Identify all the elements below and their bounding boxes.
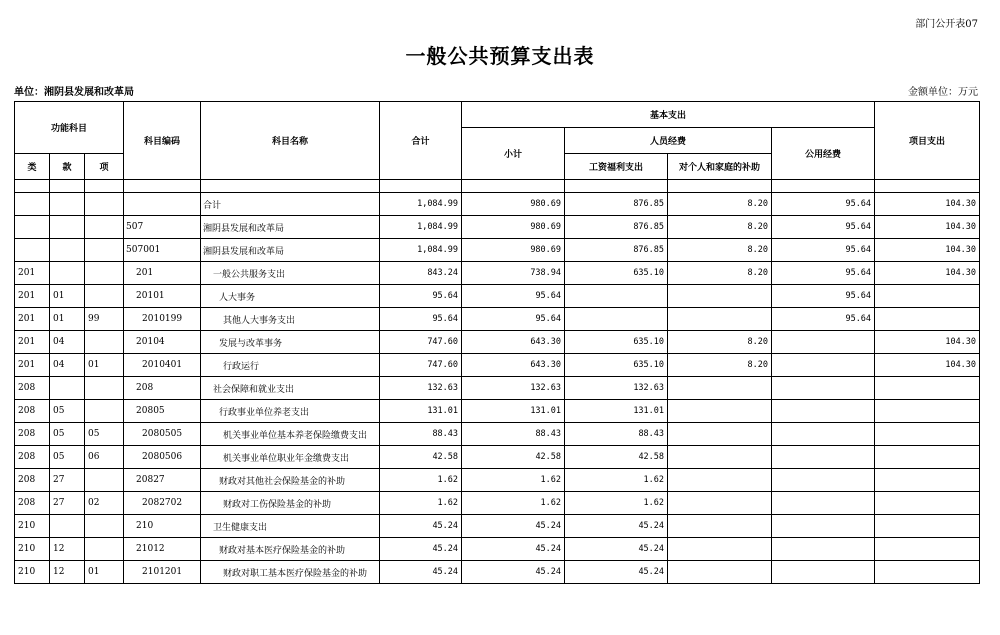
cell-project: 104.30 bbox=[875, 216, 980, 239]
page-number: 部门公开表07 bbox=[915, 19, 978, 30]
cell-total: 45.24 bbox=[380, 515, 462, 538]
cell-name: 合计 bbox=[201, 193, 380, 216]
cell-name: 湘阴县发展和改革局 bbox=[201, 216, 380, 239]
cell-name: 财政对职工基本医疗保险基金的补助 bbox=[201, 561, 380, 584]
cell-subtotal: 643.30 bbox=[462, 354, 565, 377]
cell-kuan: 05 bbox=[50, 423, 85, 446]
cell-project bbox=[875, 308, 980, 331]
cell-code: 2080505 bbox=[124, 423, 201, 446]
cell-lei: 208 bbox=[15, 377, 50, 400]
cell-public: 95.64 bbox=[772, 193, 875, 216]
cell-public: 95.64 bbox=[772, 239, 875, 262]
spacer-row bbox=[15, 180, 980, 193]
cell-project: 104.30 bbox=[875, 331, 980, 354]
cell-subsidy bbox=[668, 469, 772, 492]
cell-project bbox=[875, 423, 980, 446]
cell-total: 747.60 bbox=[380, 331, 462, 354]
cell-public bbox=[772, 400, 875, 423]
cell-project: 104.30 bbox=[875, 354, 980, 377]
table-row bbox=[15, 538, 980, 561]
cell-kuan bbox=[50, 216, 85, 239]
cell-subtotal: 980.69 bbox=[462, 216, 565, 239]
cell-project bbox=[875, 285, 980, 308]
table-row bbox=[15, 285, 980, 308]
table-row bbox=[15, 331, 980, 354]
cell-lei: 210 bbox=[15, 561, 50, 584]
cell-project bbox=[875, 446, 980, 469]
amount-unit-label: 金额单位：万元 bbox=[908, 87, 978, 98]
cell-public bbox=[772, 515, 875, 538]
cell-project: 104.30 bbox=[875, 193, 980, 216]
cell-subsidy: 8.20 bbox=[668, 262, 772, 285]
cell-code: 208 bbox=[124, 377, 201, 400]
header-kuan: 款 bbox=[50, 154, 85, 180]
cell-subsidy bbox=[668, 446, 772, 469]
cell-code: 201 bbox=[124, 262, 201, 285]
cell-subtotal: 132.63 bbox=[462, 377, 565, 400]
cell-lei: 201 bbox=[15, 262, 50, 285]
cell-subtotal: 980.69 bbox=[462, 193, 565, 216]
header-name: 科目名称 bbox=[201, 102, 380, 180]
cell-name: 行政事业单位养老支出 bbox=[201, 400, 380, 423]
cell-subtotal: 1.62 bbox=[462, 492, 565, 515]
cell-xiang bbox=[85, 216, 124, 239]
cell-xiang: 99 bbox=[85, 308, 124, 331]
cell-lei: 208 bbox=[15, 400, 50, 423]
cell-code: 210 bbox=[124, 515, 201, 538]
cell-kuan: 04 bbox=[50, 354, 85, 377]
header-personnel: 人员经费 bbox=[565, 128, 772, 154]
cell-subsidy: 8.20 bbox=[668, 193, 772, 216]
table-row bbox=[15, 492, 980, 515]
cell-salary: 131.01 bbox=[565, 400, 668, 423]
table-row bbox=[15, 193, 980, 216]
cell-code: 21012 bbox=[124, 538, 201, 561]
cell-salary: 1.62 bbox=[565, 469, 668, 492]
cell-project bbox=[875, 515, 980, 538]
cell-subsidy bbox=[668, 515, 772, 538]
cell-name: 财政对基本医疗保险基金的补助 bbox=[201, 538, 380, 561]
cell-xiang: 01 bbox=[85, 561, 124, 584]
cell-salary: 42.58 bbox=[565, 446, 668, 469]
table-row bbox=[15, 423, 980, 446]
cell-total: 88.43 bbox=[380, 423, 462, 446]
cell-subtotal: 95.64 bbox=[462, 308, 565, 331]
cell-kuan: 01 bbox=[50, 308, 85, 331]
cell-total: 132.63 bbox=[380, 377, 462, 400]
cell-kuan bbox=[50, 193, 85, 216]
cell-total: 95.64 bbox=[380, 285, 462, 308]
cell-lei bbox=[15, 216, 50, 239]
header-code: 科目编码 bbox=[124, 102, 201, 180]
cell-kuan: 01 bbox=[50, 285, 85, 308]
cell-subsidy bbox=[668, 400, 772, 423]
cell-project bbox=[875, 561, 980, 584]
cell-public bbox=[772, 492, 875, 515]
cell-total: 45.24 bbox=[380, 538, 462, 561]
cell-xiang bbox=[85, 469, 124, 492]
table-row bbox=[15, 400, 980, 423]
cell-lei: 201 bbox=[15, 285, 50, 308]
cell-salary bbox=[565, 285, 668, 308]
cell-code: 2010199 bbox=[124, 308, 201, 331]
cell-subsidy bbox=[668, 561, 772, 584]
cell-name: 机关事业单位职业年金缴费支出 bbox=[201, 446, 380, 469]
cell-subtotal: 45.24 bbox=[462, 515, 565, 538]
cell-public bbox=[772, 354, 875, 377]
cell-code: 2101201 bbox=[124, 561, 201, 584]
cell-salary: 635.10 bbox=[565, 331, 668, 354]
table-row bbox=[15, 239, 980, 262]
cell-code: 2080506 bbox=[124, 446, 201, 469]
cell-code: 20104 bbox=[124, 331, 201, 354]
cell-salary: 876.85 bbox=[565, 193, 668, 216]
cell-xiang: 02 bbox=[85, 492, 124, 515]
cell-code: 2010401 bbox=[124, 354, 201, 377]
cell-subtotal: 42.58 bbox=[462, 446, 565, 469]
cell-kuan bbox=[50, 377, 85, 400]
header-salary: 工资福利支出 bbox=[565, 154, 668, 180]
cell-total: 1,084.99 bbox=[380, 193, 462, 216]
header-total: 合计 bbox=[380, 102, 462, 180]
cell-project bbox=[875, 492, 980, 515]
cell-subtotal: 45.24 bbox=[462, 561, 565, 584]
cell-name: 财政对其他社会保险基金的补助 bbox=[201, 469, 380, 492]
table-body bbox=[15, 180, 980, 584]
cell-subsidy bbox=[668, 308, 772, 331]
cell-project: 104.30 bbox=[875, 239, 980, 262]
cell-subtotal: 95.64 bbox=[462, 285, 565, 308]
cell-project bbox=[875, 400, 980, 423]
cell-salary: 635.10 bbox=[565, 262, 668, 285]
cell-xiang bbox=[85, 262, 124, 285]
table-row bbox=[15, 354, 980, 377]
table-row bbox=[15, 262, 980, 285]
cell-subsidy bbox=[668, 377, 772, 400]
cell-subsidy bbox=[668, 538, 772, 561]
cell-public bbox=[772, 538, 875, 561]
cell-lei: 201 bbox=[15, 308, 50, 331]
table-row bbox=[15, 308, 980, 331]
table-row bbox=[15, 377, 980, 400]
cell-xiang bbox=[85, 239, 124, 262]
cell-subsidy: 8.20 bbox=[668, 239, 772, 262]
page-title: 一般公共预算支出表 bbox=[405, 44, 595, 68]
table-row bbox=[15, 515, 980, 538]
cell-total: 45.24 bbox=[380, 561, 462, 584]
budget-expenditure-table bbox=[14, 101, 980, 584]
cell-project: 104.30 bbox=[875, 262, 980, 285]
cell-name: 人大事务 bbox=[201, 285, 380, 308]
cell-salary: 132.63 bbox=[565, 377, 668, 400]
cell-subsidy: 8.20 bbox=[668, 354, 772, 377]
cell-salary: 876.85 bbox=[565, 239, 668, 262]
cell-salary: 876.85 bbox=[565, 216, 668, 239]
cell-kuan bbox=[50, 515, 85, 538]
cell-total: 95.64 bbox=[380, 308, 462, 331]
header-subtotal: 小计 bbox=[462, 128, 565, 180]
header-project: 项目支出 bbox=[875, 102, 980, 180]
cell-code bbox=[124, 193, 201, 216]
cell-public: 95.64 bbox=[772, 285, 875, 308]
cell-project bbox=[875, 538, 980, 561]
cell-name: 发展与改革事务 bbox=[201, 331, 380, 354]
cell-code: 20805 bbox=[124, 400, 201, 423]
cell-public: 95.64 bbox=[772, 262, 875, 285]
cell-salary: 88.43 bbox=[565, 423, 668, 446]
cell-salary: 45.24 bbox=[565, 515, 668, 538]
cell-kuan: 12 bbox=[50, 561, 85, 584]
cell-lei: 208 bbox=[15, 469, 50, 492]
cell-code: 507001 bbox=[124, 239, 201, 262]
cell-public bbox=[772, 377, 875, 400]
cell-code: 20101 bbox=[124, 285, 201, 308]
unit-label: 单位：湘阴县发展和改革局 bbox=[14, 87, 134, 98]
cell-kuan: 27 bbox=[50, 469, 85, 492]
cell-subtotal: 738.94 bbox=[462, 262, 565, 285]
cell-name: 行政运行 bbox=[201, 354, 380, 377]
cell-total: 843.24 bbox=[380, 262, 462, 285]
cell-salary bbox=[565, 308, 668, 331]
cell-project bbox=[875, 377, 980, 400]
cell-name: 一般公共服务支出 bbox=[201, 262, 380, 285]
cell-kuan: 12 bbox=[50, 538, 85, 561]
cell-xiang: 05 bbox=[85, 423, 124, 446]
cell-xiang: 01 bbox=[85, 354, 124, 377]
cell-kuan: 27 bbox=[50, 492, 85, 515]
cell-subsidy: 8.20 bbox=[668, 216, 772, 239]
cell-lei bbox=[15, 239, 50, 262]
cell-total: 1,084.99 bbox=[380, 216, 462, 239]
cell-subsidy bbox=[668, 492, 772, 515]
cell-xiang bbox=[85, 538, 124, 561]
cell-kuan bbox=[50, 262, 85, 285]
cell-lei: 201 bbox=[15, 354, 50, 377]
table-row bbox=[15, 216, 980, 239]
cell-code: 2082702 bbox=[124, 492, 201, 515]
cell-total: 131.01 bbox=[380, 400, 462, 423]
cell-kuan: 05 bbox=[50, 400, 85, 423]
cell-kuan bbox=[50, 239, 85, 262]
header-basic: 基本支出 bbox=[462, 102, 875, 128]
cell-subtotal: 643.30 bbox=[462, 331, 565, 354]
cell-code: 507 bbox=[124, 216, 201, 239]
cell-salary: 45.24 bbox=[565, 561, 668, 584]
cell-subtotal: 88.43 bbox=[462, 423, 565, 446]
cell-name: 卫生健康支出 bbox=[201, 515, 380, 538]
cell-total: 1.62 bbox=[380, 492, 462, 515]
header-public: 公用经费 bbox=[772, 128, 875, 180]
cell-salary: 45.24 bbox=[565, 538, 668, 561]
cell-name: 其他人大事务支出 bbox=[201, 308, 380, 331]
cell-lei: 201 bbox=[15, 331, 50, 354]
cell-name: 财政对工伤保险基金的补助 bbox=[201, 492, 380, 515]
cell-project bbox=[875, 469, 980, 492]
cell-kuan: 05 bbox=[50, 446, 85, 469]
cell-xiang bbox=[85, 331, 124, 354]
table-row bbox=[15, 469, 980, 492]
cell-xiang bbox=[85, 193, 124, 216]
cell-public bbox=[772, 423, 875, 446]
cell-public: 95.64 bbox=[772, 308, 875, 331]
cell-lei: 208 bbox=[15, 446, 50, 469]
cell-xiang bbox=[85, 377, 124, 400]
cell-subsidy bbox=[668, 423, 772, 446]
cell-total: 42.58 bbox=[380, 446, 462, 469]
header-xiang: 项 bbox=[85, 154, 124, 180]
cell-lei bbox=[15, 193, 50, 216]
cell-xiang: 06 bbox=[85, 446, 124, 469]
cell-salary: 1.62 bbox=[565, 492, 668, 515]
cell-subtotal: 1.62 bbox=[462, 469, 565, 492]
cell-public bbox=[772, 331, 875, 354]
cell-public bbox=[772, 446, 875, 469]
cell-subsidy: 8.20 bbox=[668, 331, 772, 354]
table-row bbox=[15, 561, 980, 584]
cell-public bbox=[772, 561, 875, 584]
header-func-subject: 功能科目 bbox=[15, 102, 124, 154]
header-subsidy: 对个人和家庭的补助 bbox=[668, 154, 772, 180]
cell-lei: 208 bbox=[15, 492, 50, 515]
cell-kuan: 04 bbox=[50, 331, 85, 354]
cell-xiang bbox=[85, 515, 124, 538]
cell-total: 1.62 bbox=[380, 469, 462, 492]
cell-subtotal: 131.01 bbox=[462, 400, 565, 423]
cell-code: 20827 bbox=[124, 469, 201, 492]
cell-total: 1,084.99 bbox=[380, 239, 462, 262]
cell-subsidy bbox=[668, 285, 772, 308]
cell-public bbox=[772, 469, 875, 492]
cell-lei: 210 bbox=[15, 538, 50, 561]
cell-subtotal: 980.69 bbox=[462, 239, 565, 262]
cell-name: 机关事业单位基本养老保险缴费支出 bbox=[201, 423, 380, 446]
cell-public: 95.64 bbox=[772, 216, 875, 239]
cell-lei: 208 bbox=[15, 423, 50, 446]
header-lei: 类 bbox=[15, 154, 50, 180]
cell-xiang bbox=[85, 400, 124, 423]
cell-salary: 635.10 bbox=[565, 354, 668, 377]
cell-xiang bbox=[85, 285, 124, 308]
cell-subtotal: 45.24 bbox=[462, 538, 565, 561]
cell-name: 湘阴县发展和改革局 bbox=[201, 239, 380, 262]
table-row bbox=[15, 446, 980, 469]
cell-name: 社会保障和就业支出 bbox=[201, 377, 380, 400]
cell-total: 747.60 bbox=[380, 354, 462, 377]
cell-lei: 210 bbox=[15, 515, 50, 538]
